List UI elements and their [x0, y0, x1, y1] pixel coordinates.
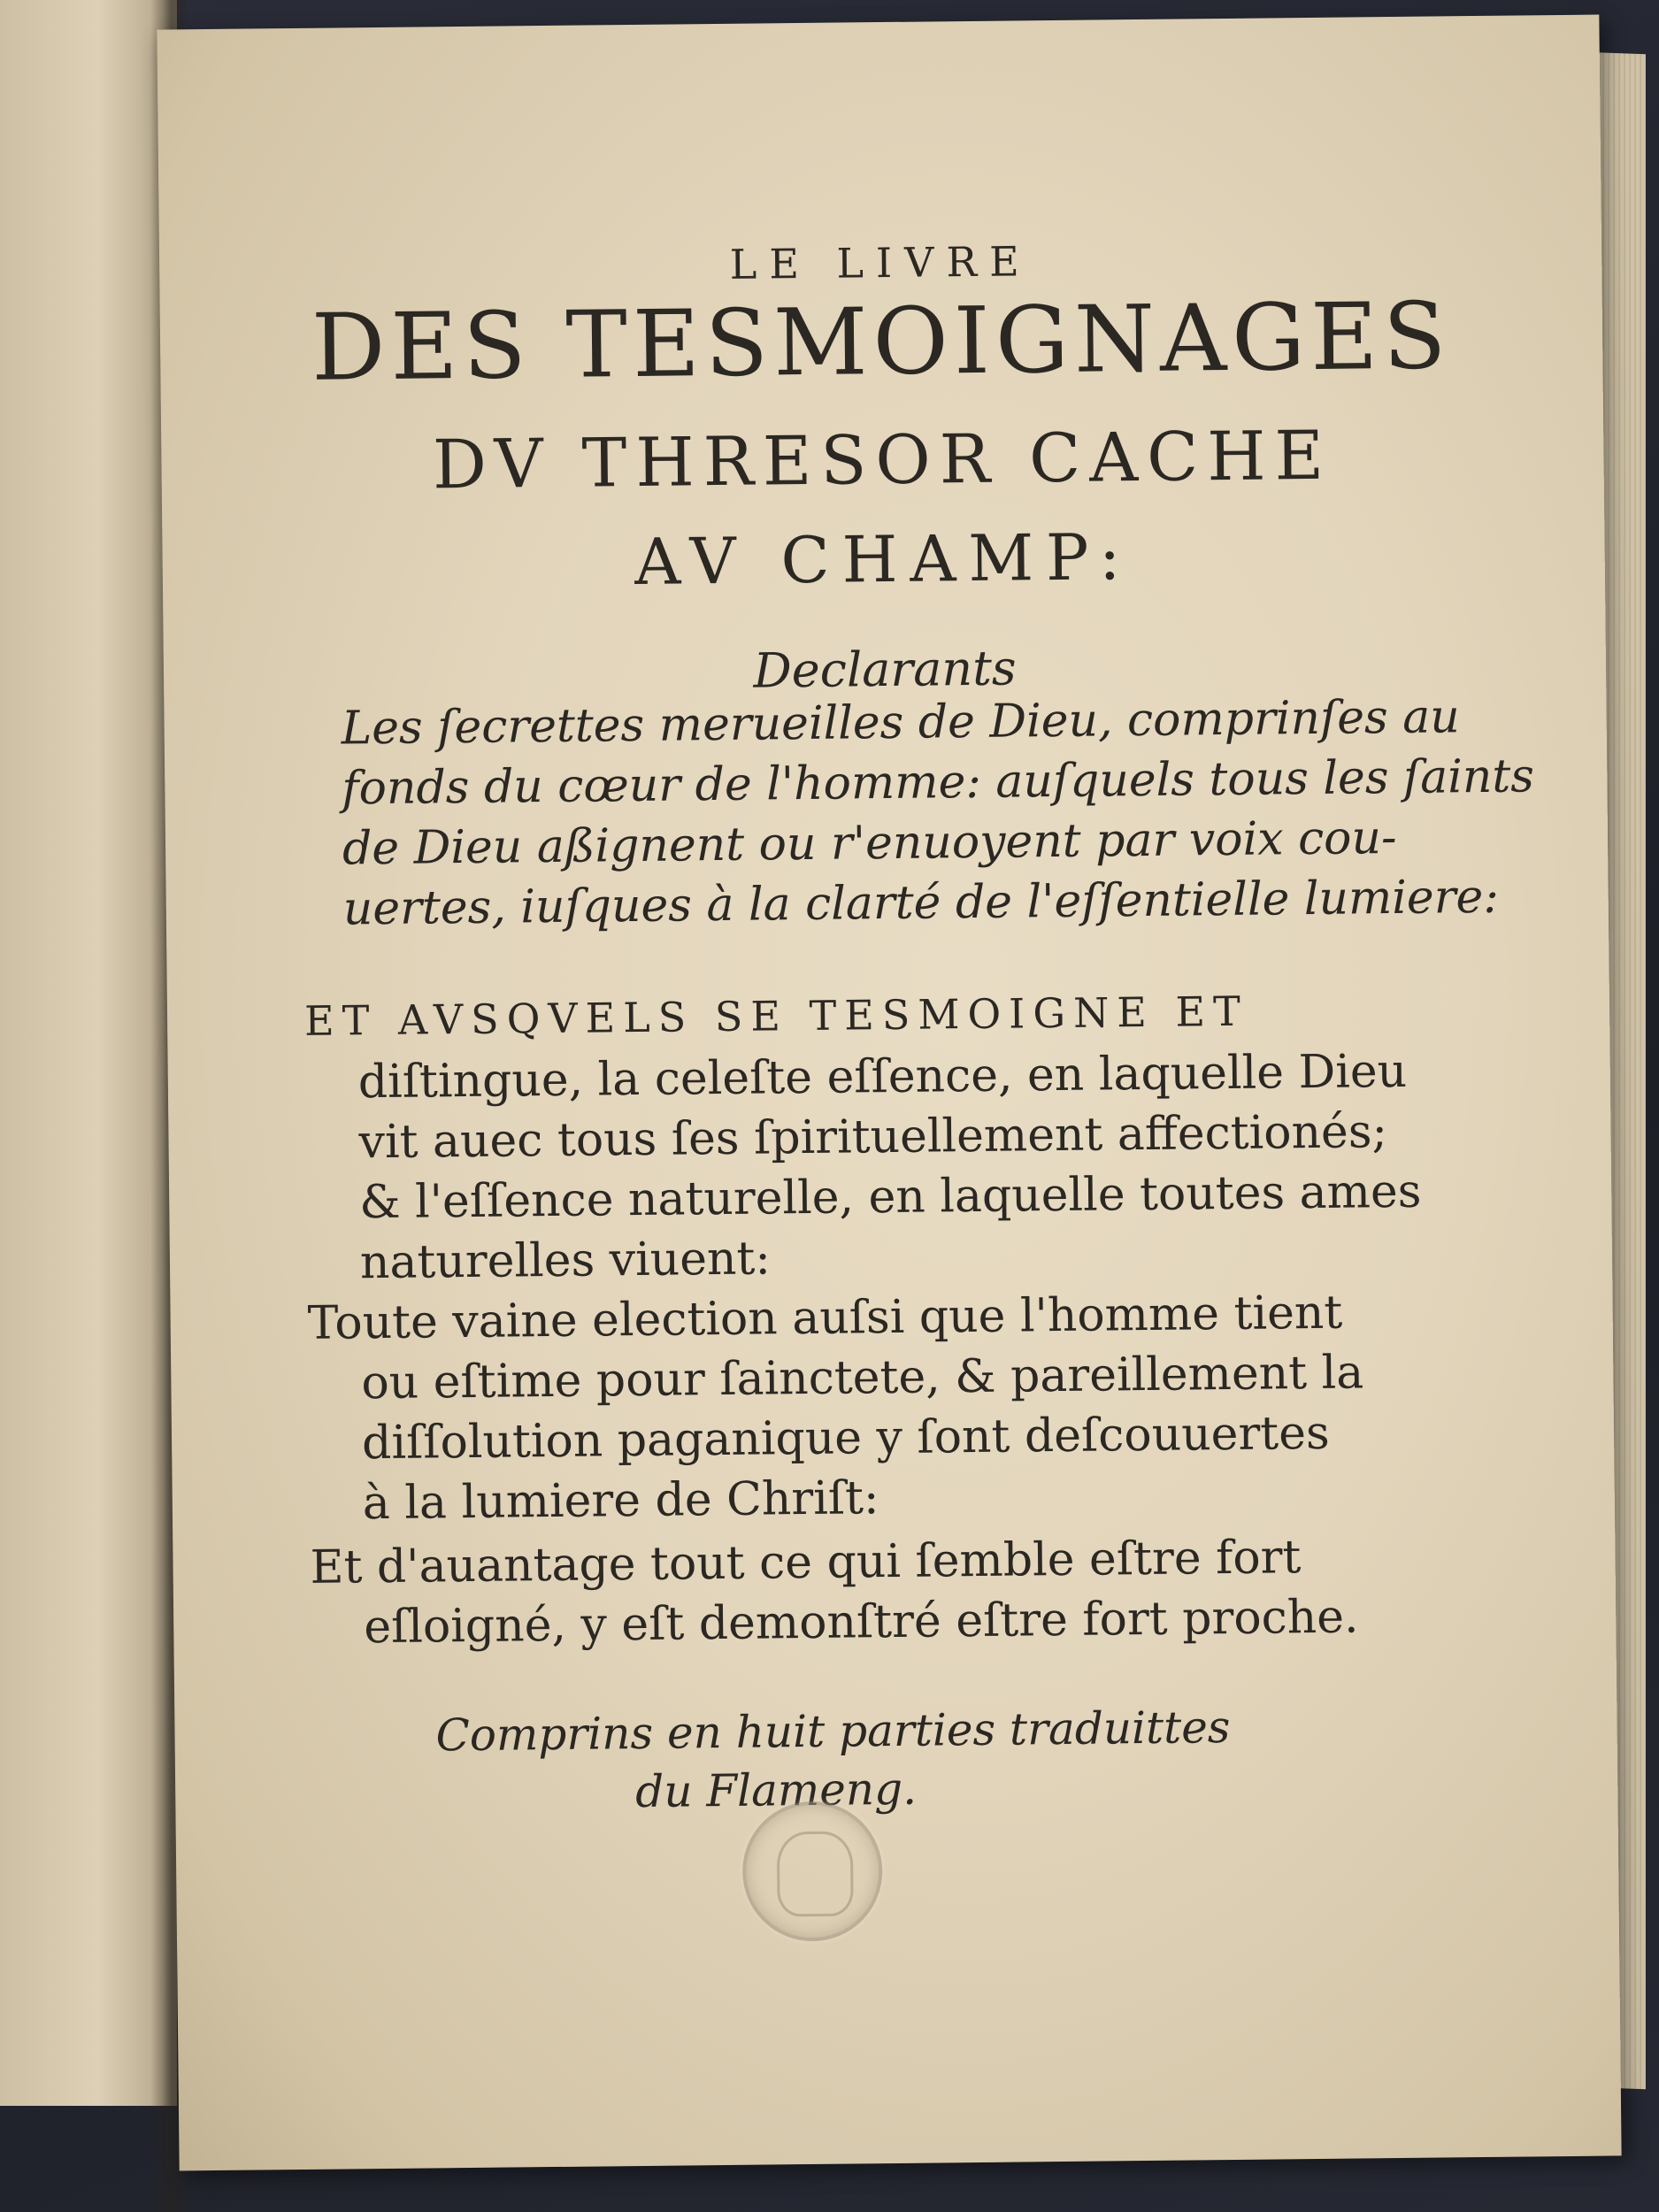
body-p2-line-4: à la lumiere de Chriſt:: [362, 1471, 879, 1531]
title-line-1: LE LIVRE: [729, 237, 1032, 288]
subtitle-line-4: uertes, iuſques à la clarté de l'eſſentielle lumiere:: [342, 870, 1500, 936]
embossed-stamp-icon: [741, 1801, 883, 1942]
subtitle-line-2: fonds du cœur de l'homme: auſquels tous les ſaints: [342, 749, 1535, 816]
body-p2-line-3: diſſolution paganique y ſont deſcouuertes: [361, 1406, 1330, 1471]
closing-line-2: du Flameng.: [634, 1763, 918, 1818]
body-p2-line-1: Toute vaine election auſsi que l'homme tient: [307, 1286, 1343, 1350]
body-p1-line-4: & l'eſſence naturelle, en laquelle toutes ames: [358, 1164, 1422, 1230]
stamp-crest-icon: [777, 1831, 854, 1916]
body-p3-line-1: Et d'auantage tout ce qui ſemble eſtre fort: [310, 1531, 1302, 1594]
closing-line-1: Comprins en huit parties traduittes: [435, 1701, 1231, 1762]
title-page: [157, 15, 1621, 2171]
title-line-2: DES TESMOIGNAGES: [311, 281, 1452, 402]
body-p1-line-5: naturelles viuent:: [359, 1232, 772, 1290]
subtitle-line-3: de Dieu aßignent ou r'enuoyent par voix cou-: [342, 810, 1397, 876]
subtitle-heading: Declarants: [753, 640, 1017, 699]
title-line-3: DV THRESOR CACHE: [432, 415, 1333, 504]
title-line-4: AV CHAMP:: [634, 519, 1133, 599]
body-p1-line-2: diſtingue, la celeſte eſſence, en laquelle Dieu: [357, 1044, 1408, 1110]
subtitle-line-1: Les ſecrettes merueilles de Dieu, comprinſes au: [341, 690, 1461, 756]
body-p1-line-1: ET AVSQVELS SE TESMOIGNE ET: [303, 987, 1249, 1045]
body-p3-line-2: eſloigné, y eſt demonſtré eſtre fort proche.: [363, 1590, 1359, 1655]
body-p2-line-2: ou eſtime pour ſainctete, & pareillement la: [361, 1346, 1364, 1410]
body-p1-line-3: vit auec tous ſes ſpirituellement affectionés;: [358, 1105, 1388, 1170]
